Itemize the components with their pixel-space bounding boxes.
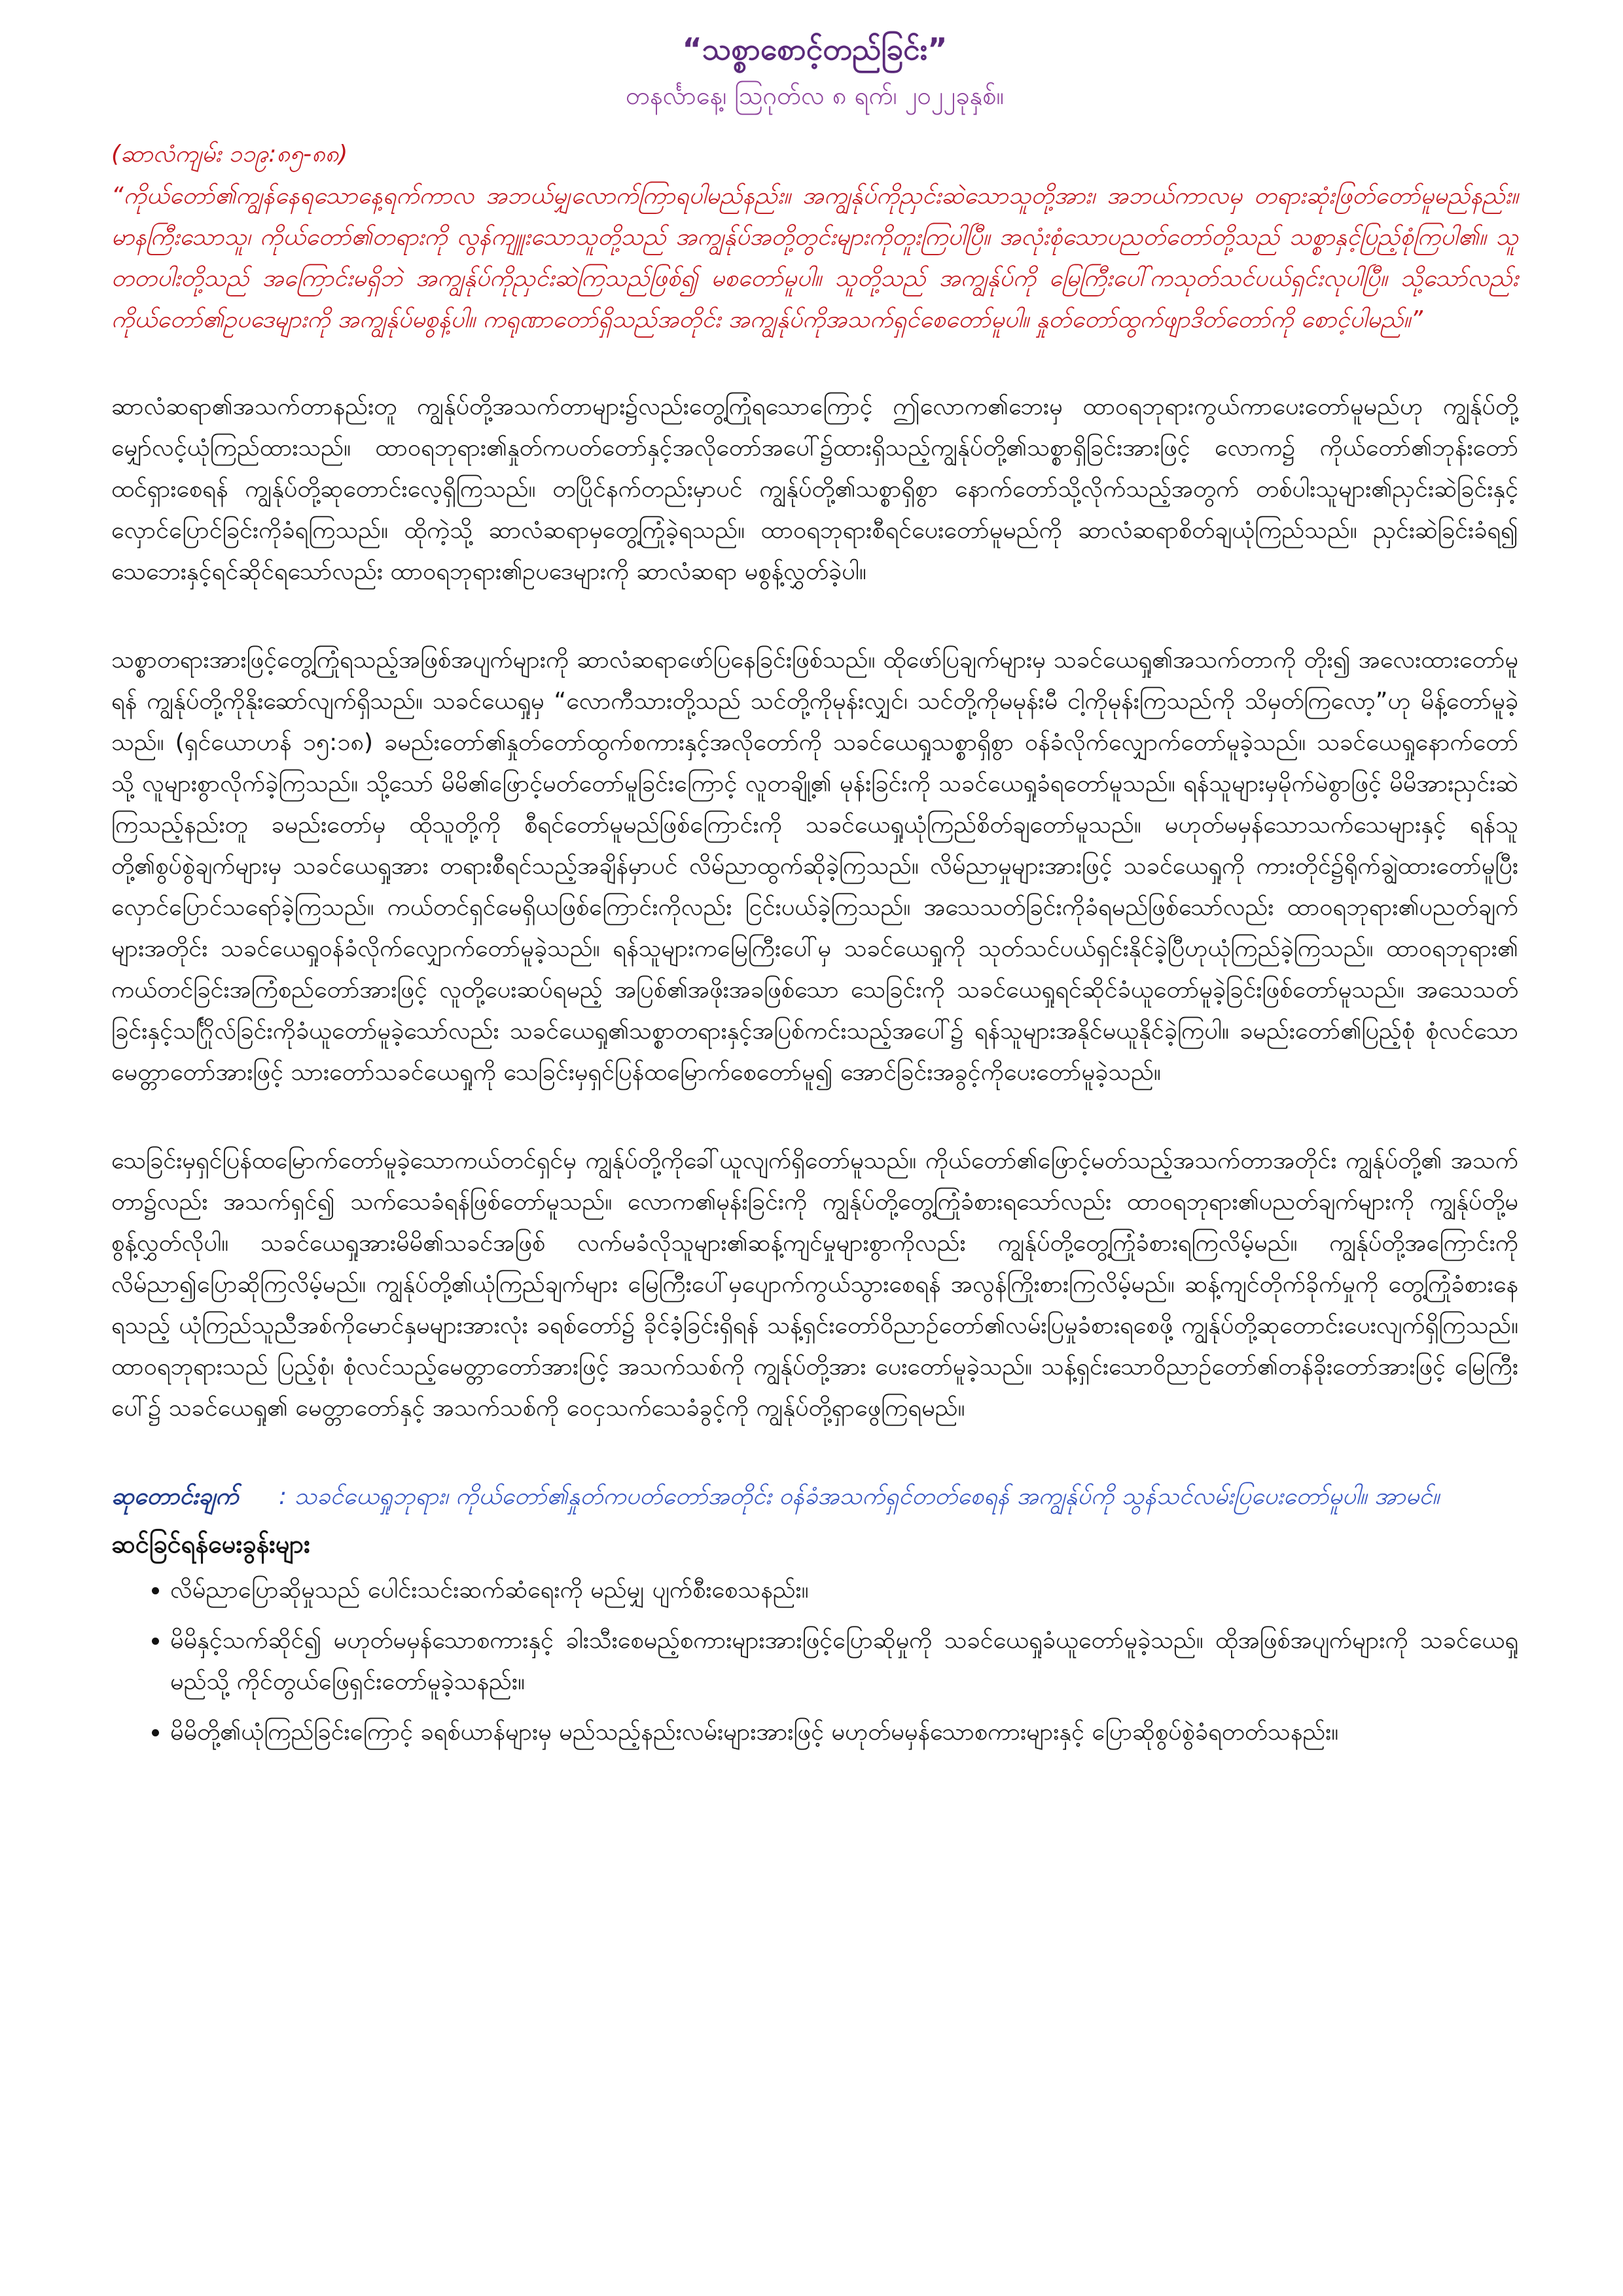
question-item-2: • မိမိနှင့်သက်ဆိုင်၍ မဟုတ်မမှန်သောစကားနှင့် ခါးသီးစေမည့်စကားများအားဖြင့်ပြောဆိုမှုကို သခင်ယေရှုခံယူတော်မူခဲ့သည်။ ထိုအဖြစ်အပျက်များကို သခင်ယေရှု မည်သို့ ကိုင်တွယ်ဖြေရှင်းတော်မူခဲ့သနည်း။: [170, 1620, 1518, 1702]
questions-heading: ဆင်ခြင်ရန်မေးခွန်းများ: [111, 1530, 310, 1558]
scripture-text: “ကိုယ်တော်၏ကျွန်နေရသောနေ့ရက်ကာလ အဘယ်မျှလောက်ကြာရပါမည်နည်း။ အကျွန်ုပ်ကိုညှင်းဆဲသောသူတို့အား၊ အဘယ်ကာလမှ တရားဆုံးဖြတ်တော်မူမည်နည်း။ မာနကြီးသောသူ၊ ကိုယ်တော်၏တရားကို လွန်ကျူးသောသူတို့သည် အကျွန်ုပ်အတို့တွင်းများကိုတူးကြပါပြီ။ အလုံးစုံသောပညတ်တော်တို့သည် သစ္စာနှင့်ပြည့်စုံကြပါ၏။ သူတတပါးတို့သည် အကြောင်းမရှိဘဲ အကျွန်ုပ်ကိုညှင်းဆဲကြသည်ဖြစ်၍ မစတော်မူပါ။ သူတို့သည် အကျွန်ုပ်ကို မြေကြီးပေါ်ကသုတ်သင်ပယ်ရှင်းလုပါပြီ။ သို့သော်လည်း ကိုယ်တော်၏ဥပဒေများကို အကျွန်ုပ်မစွန့်ပါ။ ကရုဏာတော်ရှိသည်အတိုင်း အကျွန်ုပ်ကိုအသက်ရှင်စေတော်မူပါ။ နှုတ်တော်ထွက်ဖျာဒိတ်တော်ကို စောင့်ပါမည်။”: [111, 183, 1518, 333]
page-date: တနင်္လာနေ့၊ ဩဂုတ်လ ၈ ရက်၊ ၂၀၂၂ခုနှစ်။: [626, 81, 1004, 110]
body-paragraph-1: ဆာလံဆရာ၏အသက်တာနည်းတူ ကျွန်ုပ်တို့အသက်တာများ၌လည်းတွေ့ကြုံရသောကြောင့် ဤလောက၏ဘေးမှ ထာဝရဘုရားကွယ်ကာပေးတော်မူမည်ဟု ကျွန်ုပ်တို့မျှော်လင့်ယုံကြည်ထားသည်။ ထာဝရဘုရား၏နှုတ်ကပတ်တော်နှင့်အလိုတော်အပေါ်၌ထားရှိသည့်ကျွန်ုပ်တို့၏သစ္စာရှိခြင်းအားဖြင့် လောက၌ ကိုယ်တော်၏ဘုန်းတော်ထင်ရှားစေရန် ကျွန်ုပ်တို့ဆုတောင်းလေ့ရှိကြသည်။ တပြိုင်နက်တည်းမှာပင် ကျွန်ုပ်တို့၏သစ္စာရှိစွာ နောက်တော်သို့လိုက်သည့်အတွက် တစ်ပါးသူများ၏ညှင်းဆဲခြင်းနှင့် လှောင်ပြောင်ခြင်းကိုခံရကြသည်။ ထိုကဲ့သို့ ဆာလံဆရာမှတွေ့ကြုံခဲ့ရသည်။ ထာဝရဘုရားစီရင်ပေးတော်မူမည်ကို ဆာလံဆရာစိတ်ချယုံကြည်သည်။ ညှင်းဆဲခြင်းခံရ၍ သေဘေးနှင့်ရင်ဆိုင်ရသော်လည်း ထာဝရဘုရား၏ဥပဒေများကို ဆာလံဆရာ မစွန့်လွှတ်ခဲ့ပါ။: [111, 393, 1518, 585]
question-item-3: • မိမိတို့၏ယုံကြည်ခြင်းကြောင့် ခရစ်ယာန်များမှ မည်သည့်နည်းလမ်းများအားဖြင့် မဟုတ်မမှန်သောစကားများနှင့် ပြောဆိုစွပ်စွဲခံရတတ်သနည်း။: [170, 1712, 1518, 1753]
question-item-1: • လိမ်ညာပြောဆိုမှုသည် ပေါင်းသင်းဆက်ဆံရေးကို မည်မျှ ပျက်စီးစေသနည်း။: [170, 1570, 1518, 1611]
page-title: “သစ္စာစောင့်တည်ခြင်း”: [682, 31, 948, 67]
scripture-reference: (ဆာလံကျမ်း ၁၁၉:၈၅-၈၈): [111, 141, 348, 168]
body-paragraph-3: သေခြင်းမှရှင်ပြန်ထမြောက်တော်မူခဲ့သောကယ်တင်ရှင်မှ ကျွန်ုပ်တို့ကိုခေါ်ယူလျက်ရှိတော်မူသည်။ ကိုယ်တော်၏ဖြောင့်မတ်သည့်အသက်တာအတိုင်း ကျွန်ုပ်တို့၏ အသက်တာ၌လည်း အသက်ရှင်၍ သက်သေခံရန်ဖြစ်တော်မူသည်။ လောက၏မုန်းခြင်းကို ကျွန်ုပ်တို့တွေ့ကြုံခံစားရသော်လည်း ထာဝရဘုရား၏ပညတ်ချက်များကို ကျွန်ုပ်တို့မစွန့်လွှတ်လိုပါ။ သခင်ယေရှုအားမိမိ၏သခင်အဖြစ် လက်မခံလိုသူများ၏ဆန့်ကျင်မှုများစွာကိုလည်း ကျွန်ုပ်တို့တွေ့ကြုံခံစားရကြလိမ့်မည်။ ကျွန်ုပ်တို့အကြောင်းကို လိမ်ညာ၍ပြောဆိုကြလိမ့်မည်။ ကျွန်ုပ်တို့၏ယုံကြည်ချက်များ မြေကြီးပေါ်မှပျောက်ကွယ်သွားစေရန် အလွန်ကြိုးစားကြလိမ့်မည်။ ဆန့်ကျင်တိုက်ခိုက်မှုကို တွေ့ကြုံခံစားနေရသည့် ယုံကြည်သူညီအစ်ကိုမောင်နှမများအားလုံး ခရစ်တော်၌ ခိုင်ခံ့ခြင်းရှိရန် သန့်ရှင်းတော်ဝိညာဉ်တော်၏လမ်းပြမှုခံစားရစေဖို့ ကျွန်ုပ်တို့ဆုတောင်းပေးလျက်ရှိကြသည်။ ထာဝရဘုရားသည် ပြည့်စုံ၊ စုံလင်သည့်မေတ္တာတော်အားဖြင့် အသက်သစ်ကို ကျွန်ုပ်တို့အား ပေးတော်မူခဲ့သည်။ သန့်ရှင်းသောဝိညာဉ်တော်၏တန်ခိုးတော်အားဖြင့် မြေကြီးပေါ်၌ သခင်ယေရှု၏ မေတ္တာတော်နှင့် အသက်သစ်ကို ဝေငှသက်သေခံခွင့်ကို ကျွန်ုပ်တို့ရှာဖွေကြရမည်။: [111, 1147, 1518, 1422]
prayer-block: [111, 1476, 1518, 1517]
prayer-label: ဆုတောင်းချက်: [111, 1483, 239, 1510]
prayer-text: : သခင်ယေရှုဘုရား၊ ကိုယ်တော်၏နှုတ်ကပတ်တော်အတိုင်း ဝန်ခံအသက်ရှင်တတ်စေရန် အကျွန်ုပ်ကို သွန်သင်လမ်းပြပေးတော်မူပါ။ အာမင်။: [278, 1483, 1440, 1510]
body-paragraph-2: သစ္စာတရားအားဖြင့်တွေ့ကြုံရသည့်အဖြစ်အပျက်များကို ဆာလံဆရာဖော်ပြနေခြင်းဖြစ်သည်။ ထိုဖော်ပြချက်များမှ သခင်ယေရှု၏အသက်တာကို တိုး၍ အလေးထားတော်မူရန် ကျွန်ုပ်တို့ကိုနိုးဆော်လျက်ရှိသည်။ သခင်ယေရှုမှ “လောကီသားတို့သည် သင်တို့ကိုမုန်းလျှင်၊ သင်တို့ကိုမမုန်းမီ ငါ့ကိုမုန်းကြသည်ကို သိမှတ်ကြလော့”ဟု မိန့်တော်မူခဲ့သည်။ (ရှင်ယောဟန် ၁၅:၁၈) ခမည်းတော်၏နှုတ်တော်ထွက်စကားနှင့်အလိုတော်ကို သခင်ယေရှုသစ္စာရှိစွာ ဝန်ခံလိုက်လျှောက်တော်မူခဲ့သည်။ သခင်ယေရှုနောက်တော်သို့ လူများစွာလိုက်ခဲ့ကြသည်။ သို့သော် မိမိ၏ဖြောင့်မတ်တော်မူခြင်းကြောင့် လူတချို့၏ မုန်းခြင်းကို သခင်ယေရှုခံရတော်မူသည်။ ရန်သူများမှမိုက်မဲစွာဖြင့် မိမိအားညှင်းဆဲကြသည့်နည်းတူ ခမည်းတော်မှ ထိုသူတို့ကို စီရင်တော်မူမည်ဖြစ်ကြောင်းကို သခင်ယေရှုယုံကြည်စိတ်ချတော်မူသည်။ မဟုတ်မမှန်သောသက်သေများနှင့် ရန်သူတို့၏စွပ်စွဲချက်များမှ သခင်ယေရှုအား တရားစီရင်သည့်အချိန်မှာပင် လိမ်ညာထွက်ဆိုခဲ့ကြသည်။ လိမ်ညာမှုများအားဖြင့် သခင်ယေရှုကို ကားတိုင်၌ရိုက်ချွဲထားတော်မူပြီး လှောင်ပြောင်သရော်ခဲ့ကြသည်။ ကယ်တင်ရှင်မေရှိယဖြစ်ကြောင်းကိုလည်း ငြင်းပယ်ခဲ့ကြသည်။ အသေသတ်ခြင်းကိုခံရမည်ဖြစ်သော်လည်း ထာဝရဘုရား၏ပညတ်ချက်များအတိုင်း သခင်ယေရှုဝန်ခံလိုက်လျှောက်တော်မူခဲ့သည်။ ရန်သူများကမြေကြီးပေါ်မှ သခင်ယေရှုကို သုတ်သင်ပယ်ရှင်းနိုင်ခဲ့ပြီဟုယုံကြည်ခဲ့ကြသည်။ ထာဝရဘုရား၏ ကယ်တင်ခြင်းအကြံစည်တော်အားဖြင့် လူတို့ပေးဆပ်ရမည့် အပြစ်၏အဖိုးအခဖြစ်သော သေခြင်းကို သခင်ယေရှုရင်ဆိုင်ခံယူတော်မူခဲ့ခြင်းဖြစ်တော်မူသည်။ အသေသတ်ခြင်းနှင့်သင်္ဂြိုလ်ခြင်းကိုခံယူတော်မူခဲ့သော်လည်း သခင်ယေရှု၏သစ္စာတရားနှင့်အပြစ်ကင်းသည့်အပေါ်၌ ရန်သူများအနိုင်မယူနိုင်ခဲ့ကြပါ။ ခမည်းတော်၏ပြည့်စုံ စုံလင်သောမေတ္တာတော်အားဖြင့် သားတော်သခင်ယေရှုကို သေခြင်းမှရှင်ပြန်ထမြောက်စေတော်မူ၍ အောင်ခြင်းအခွင့်ကိုပေးတော်မူခဲ့သည်။: [111, 647, 1518, 1086]
questions-list: [111, 1570, 1518, 1753]
